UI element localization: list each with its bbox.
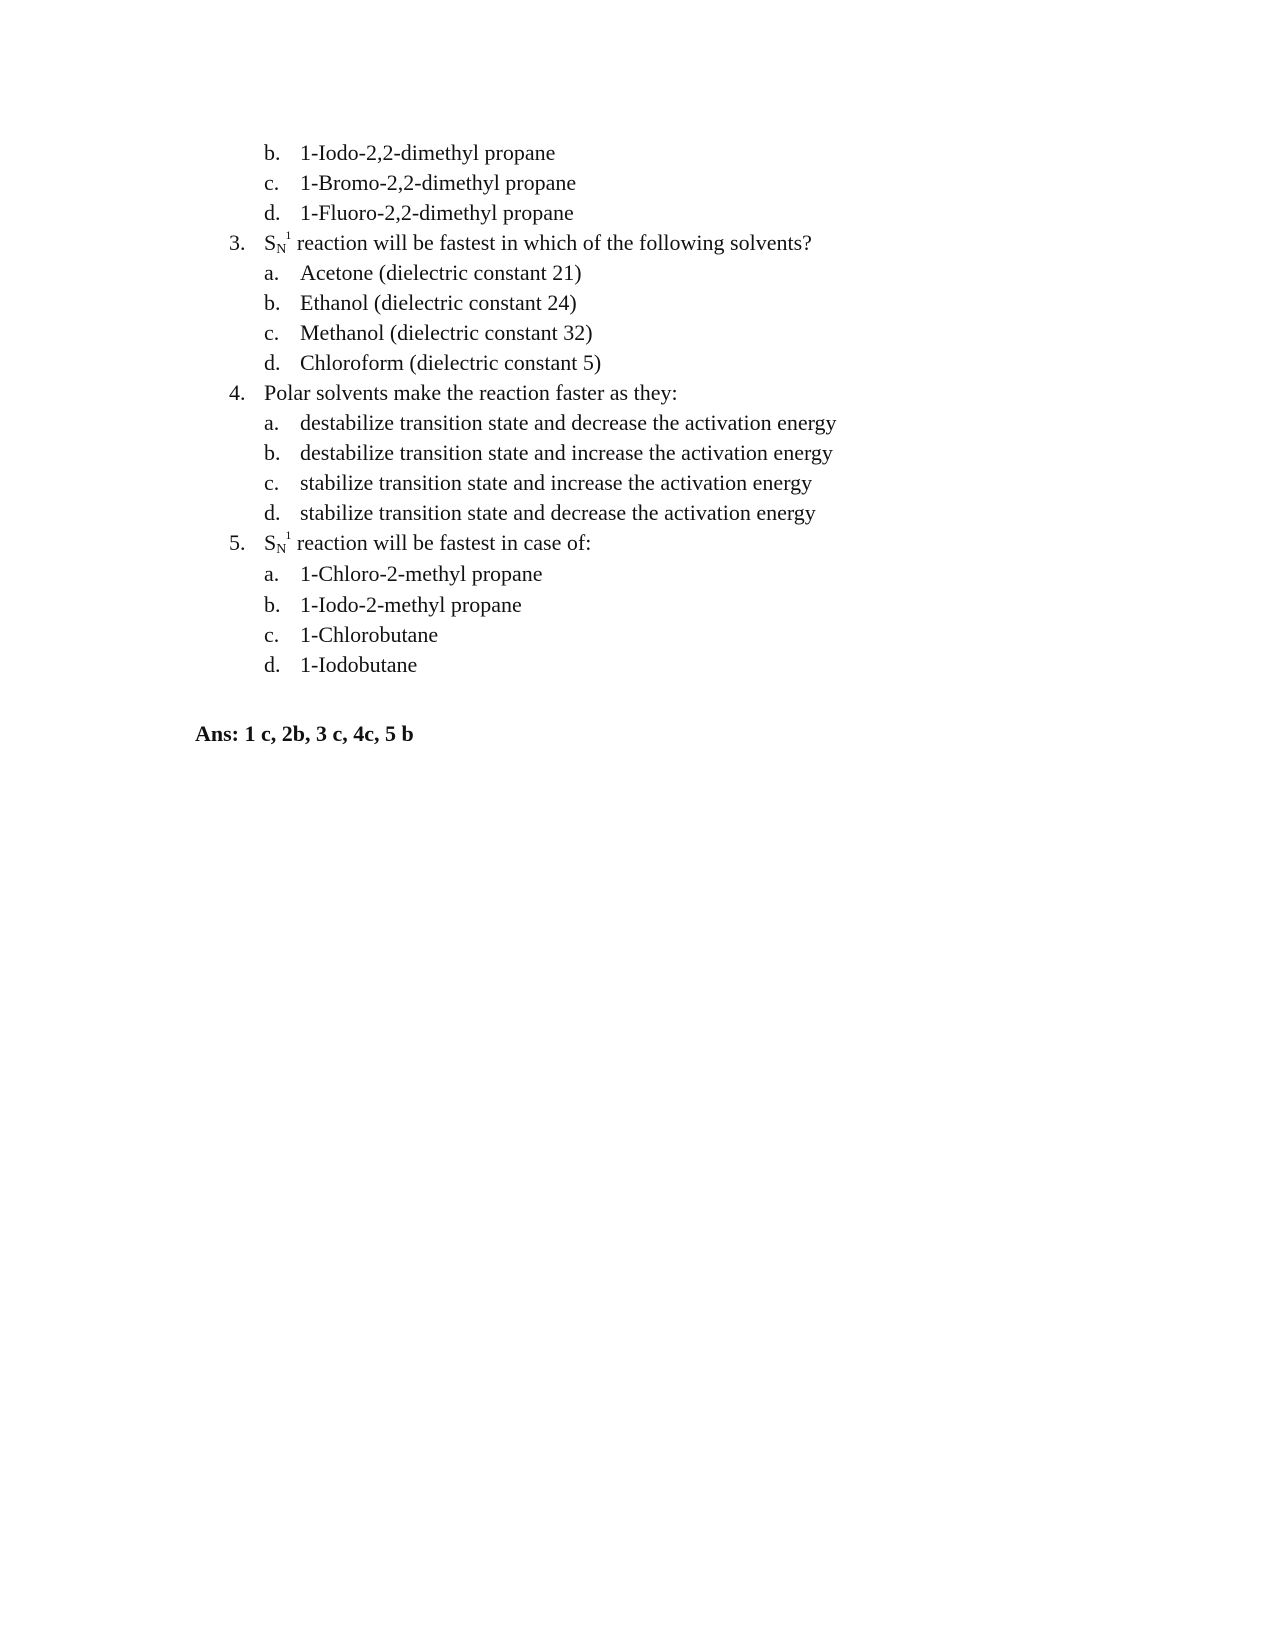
option-marker: c. — [264, 170, 280, 195]
option-text: Methanol (dielectric constant 32) — [300, 320, 593, 345]
sn-symbol: S — [264, 230, 277, 255]
sn-superscript: 1 — [285, 228, 292, 242]
option-marker: b. — [264, 592, 281, 617]
option-marker: d. — [264, 652, 281, 677]
question-text — [264, 530, 591, 556]
question-number: 5. — [229, 530, 246, 555]
question-rest: reaction will be fastest in which of the following solvents? — [291, 230, 812, 255]
option-text: stabilize transition state and increase the activation energy — [300, 470, 813, 495]
option-text: Chloroform (dielectric constant 5) — [300, 350, 602, 375]
option-marker: c. — [264, 320, 280, 345]
option-marker: d. — [264, 200, 281, 225]
sn-symbol: S — [264, 530, 277, 555]
option-text: 1-Iodo-2-methyl propane — [300, 592, 522, 617]
option-text: destabilize transition state and decrease the activation energy — [300, 410, 837, 435]
option-marker: c. — [264, 470, 280, 495]
option-marker: d. — [264, 500, 281, 525]
question-number: 4. — [229, 380, 246, 405]
option-marker: a. — [264, 561, 280, 586]
option-text: 1-Fluoro-2,2-dimethyl propane — [300, 200, 574, 225]
option-text: 1-Iodobutane — [300, 652, 418, 677]
option-marker: a. — [264, 260, 280, 285]
option-text: 1-Iodo-2,2-dimethyl propane — [300, 140, 556, 165]
option-text: 1-Chloro-2-methyl propane — [300, 561, 543, 586]
option-text: Ethanol (dielectric constant 24) — [300, 290, 577, 315]
option-marker: c. — [264, 622, 280, 647]
sn-superscript: 1 — [285, 528, 292, 542]
sn-subscript: N — [276, 242, 287, 257]
question-number: 3. — [229, 230, 246, 255]
option-text: 1-Bromo-2,2-dimethyl propane — [300, 170, 577, 195]
option-text: destabilize transition state and increase the activation energy — [300, 440, 833, 465]
sn-subscript: N — [276, 542, 287, 557]
question-text — [264, 230, 812, 256]
option-marker: b. — [264, 440, 281, 465]
question-text: Polar solvents make the reaction faster as they: — [264, 380, 678, 405]
option-text: Acetone (dielectric constant 21) — [300, 260, 582, 285]
answer-key: Ans: 1 c, 2b, 3 c, 4c, 5 b — [195, 721, 414, 746]
option-marker: b. — [264, 290, 281, 315]
option-text: 1-Chlorobutane — [300, 622, 439, 647]
question-rest: reaction will be fastest in case of: — [291, 530, 592, 555]
option-marker: a. — [264, 410, 280, 435]
option-marker: d. — [264, 350, 281, 375]
option-text: stabilize transition state and decrease the activation energy — [300, 500, 816, 525]
option-marker: b. — [264, 140, 281, 165]
